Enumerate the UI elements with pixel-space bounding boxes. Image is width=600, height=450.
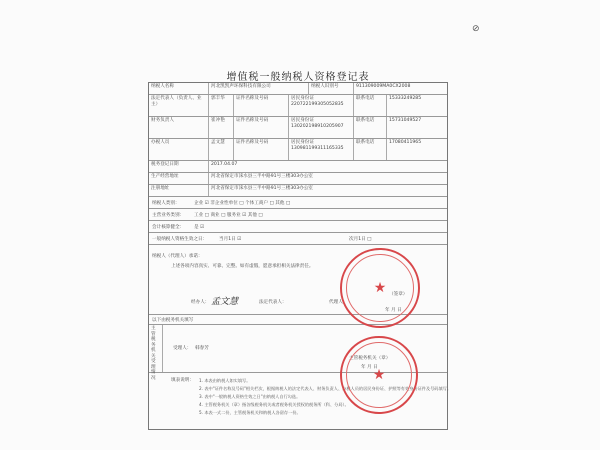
finance-name: 崔冲艳 [209, 117, 234, 138]
id-number-1: 220722199305052835 [291, 102, 344, 107]
declaration-heading: 纳税人（代理人）承诺： [152, 254, 203, 259]
tax-officer-label: 办税人员 [149, 139, 209, 160]
reg-address: 河北省保定市涞水县三半中路91号三楼303办公室 [211, 186, 313, 191]
tax-id-label: 纳税人识别号 [309, 83, 354, 94]
address-label: 生产经营地址 [149, 173, 209, 184]
phone-2: 15731049527 [389, 118, 422, 123]
reg-address-label: 注册地址 [149, 185, 209, 196]
received-by-label: 受理人： [173, 346, 192, 351]
phone-1: 15333249285 [389, 96, 422, 101]
taxpayer-name: 河北凯凯声环保科技有限公司 [209, 83, 309, 94]
id-type-1: 居民身份证 [291, 96, 314, 101]
category-options: 企业 ☑ 非企业性单位 □ 个体工商户 □ 其他 □ [194, 201, 291, 206]
accounting-value: 是 ☑ [194, 225, 205, 230]
business-label: 主营业务类别： [152, 213, 185, 218]
effective-option-1: 当月1日 ☑ [219, 237, 242, 242]
id-type-label-2: 证件名称及号码 [234, 117, 289, 138]
id-type-label-3: 证件名称及号码 [234, 139, 289, 160]
declaration-stamp-label: （签章） [389, 292, 408, 297]
notes-heading: 填表说明： [171, 378, 194, 383]
corner-mark: ⊘ [472, 24, 480, 34]
legal-rep-name: 郭丰华 [209, 95, 234, 116]
row-finance [149, 117, 447, 139]
tax-office-stamp [340, 336, 418, 414]
row-business [149, 209, 447, 221]
form-title: 增值税一般纳税人资格登记表 [226, 72, 370, 83]
category-label: 纳税人类别： [152, 201, 180, 206]
phone-3: 17080411965 [389, 140, 422, 145]
id-cell-1 [289, 95, 354, 116]
row-legal-rep [149, 95, 447, 117]
row-category [149, 197, 447, 209]
agent-label: 代理人： [329, 300, 348, 305]
tax-officer-name: 孟文慧 [209, 139, 234, 160]
effective-label: 一般纳税人资格生效之日： [152, 237, 208, 242]
finance-label: 财务负责人 [149, 117, 209, 138]
taxpayer-name-label: 纳税人名称 [149, 83, 209, 94]
id-number-2: 130202198910205907 [291, 124, 344, 129]
business-options: 工业 □ 商业 □ 服务业 ☑ 其他 □ [194, 213, 263, 218]
declaration-body: 上述各项内容真实、可靠、完整。如有虚假，愿意承担相关法律责任。 [171, 264, 314, 269]
operator-label: 经办人： [191, 300, 210, 305]
note-item: 2. 表中"证件名称及号码"相关栏次，根据纳税人的法定代表人、财务负责人、办税人员的居民身份证、护照等有效身份证件及号码填写。 [199, 386, 452, 391]
phone-label-2: 联系电话 [354, 117, 387, 138]
declaration-date: 年 月 日 [385, 308, 402, 313]
row-effective [149, 233, 447, 245]
legal-label: 法定代表人： [259, 300, 287, 305]
tax-id: 911309009MA0CX2008 [356, 84, 411, 89]
reg-date-label: 税务登记日期 [149, 161, 209, 172]
id-type-label: 证件名称及号码 [234, 95, 289, 116]
operator-signature: 孟文慧 [211, 297, 239, 307]
id-type-3: 居民身份证 [291, 140, 314, 145]
row-taxpayer [149, 83, 447, 95]
effective-option-2: 次月1日 □ [349, 237, 372, 242]
company-stamp [340, 248, 420, 328]
id-number-3: 130981199311165335 [291, 146, 344, 151]
phone-label-1: 联系电话 [354, 95, 387, 116]
id-cell-3 [289, 139, 354, 160]
row-tax-officer [149, 139, 447, 161]
received-by: 韩春芳 [195, 346, 209, 351]
note-item: 1. 本表由纳税人如实填写。 [199, 378, 251, 383]
legal-rep-label: 法定代表人（负责人、业主） [149, 95, 209, 116]
note-item: 3. 表中"一般纳税人资格生效之日"由纳税人自行勾选。 [199, 394, 301, 399]
row-reg-date [149, 161, 447, 173]
note-item: 4. 主管税务机关（章）指各级税务机关或者税务机关授权的税务所（科、分局）。 [199, 402, 349, 407]
row-reg-address [149, 185, 447, 197]
phone-label-3: 联系电话 [354, 139, 387, 160]
received-label: 主管税务机关受理情况 [149, 325, 163, 372]
id-cell-2 [289, 117, 354, 138]
address: 河北省保定市涞水县三半中路91号三楼303办公室 [211, 174, 313, 179]
row-accounting [149, 221, 447, 233]
id-type-2: 居民身份证 [291, 118, 314, 123]
star-icon: ★ [372, 367, 386, 383]
tax-office-heading: 以下由税务机关填写 [152, 318, 194, 323]
star-icon: ★ [373, 280, 387, 296]
note-item: 5. 本表一式二份，主管税务机关和纳税人各留存一份。 [199, 410, 301, 415]
tax-seal-label: 主管税务机关（章） [349, 356, 391, 361]
tax-office-date: 年 月 日 [361, 365, 378, 370]
accounting-label: 会计核算健全： [152, 225, 185, 230]
row-address [149, 173, 447, 185]
reg-date: 2017.04.07 [211, 162, 238, 167]
